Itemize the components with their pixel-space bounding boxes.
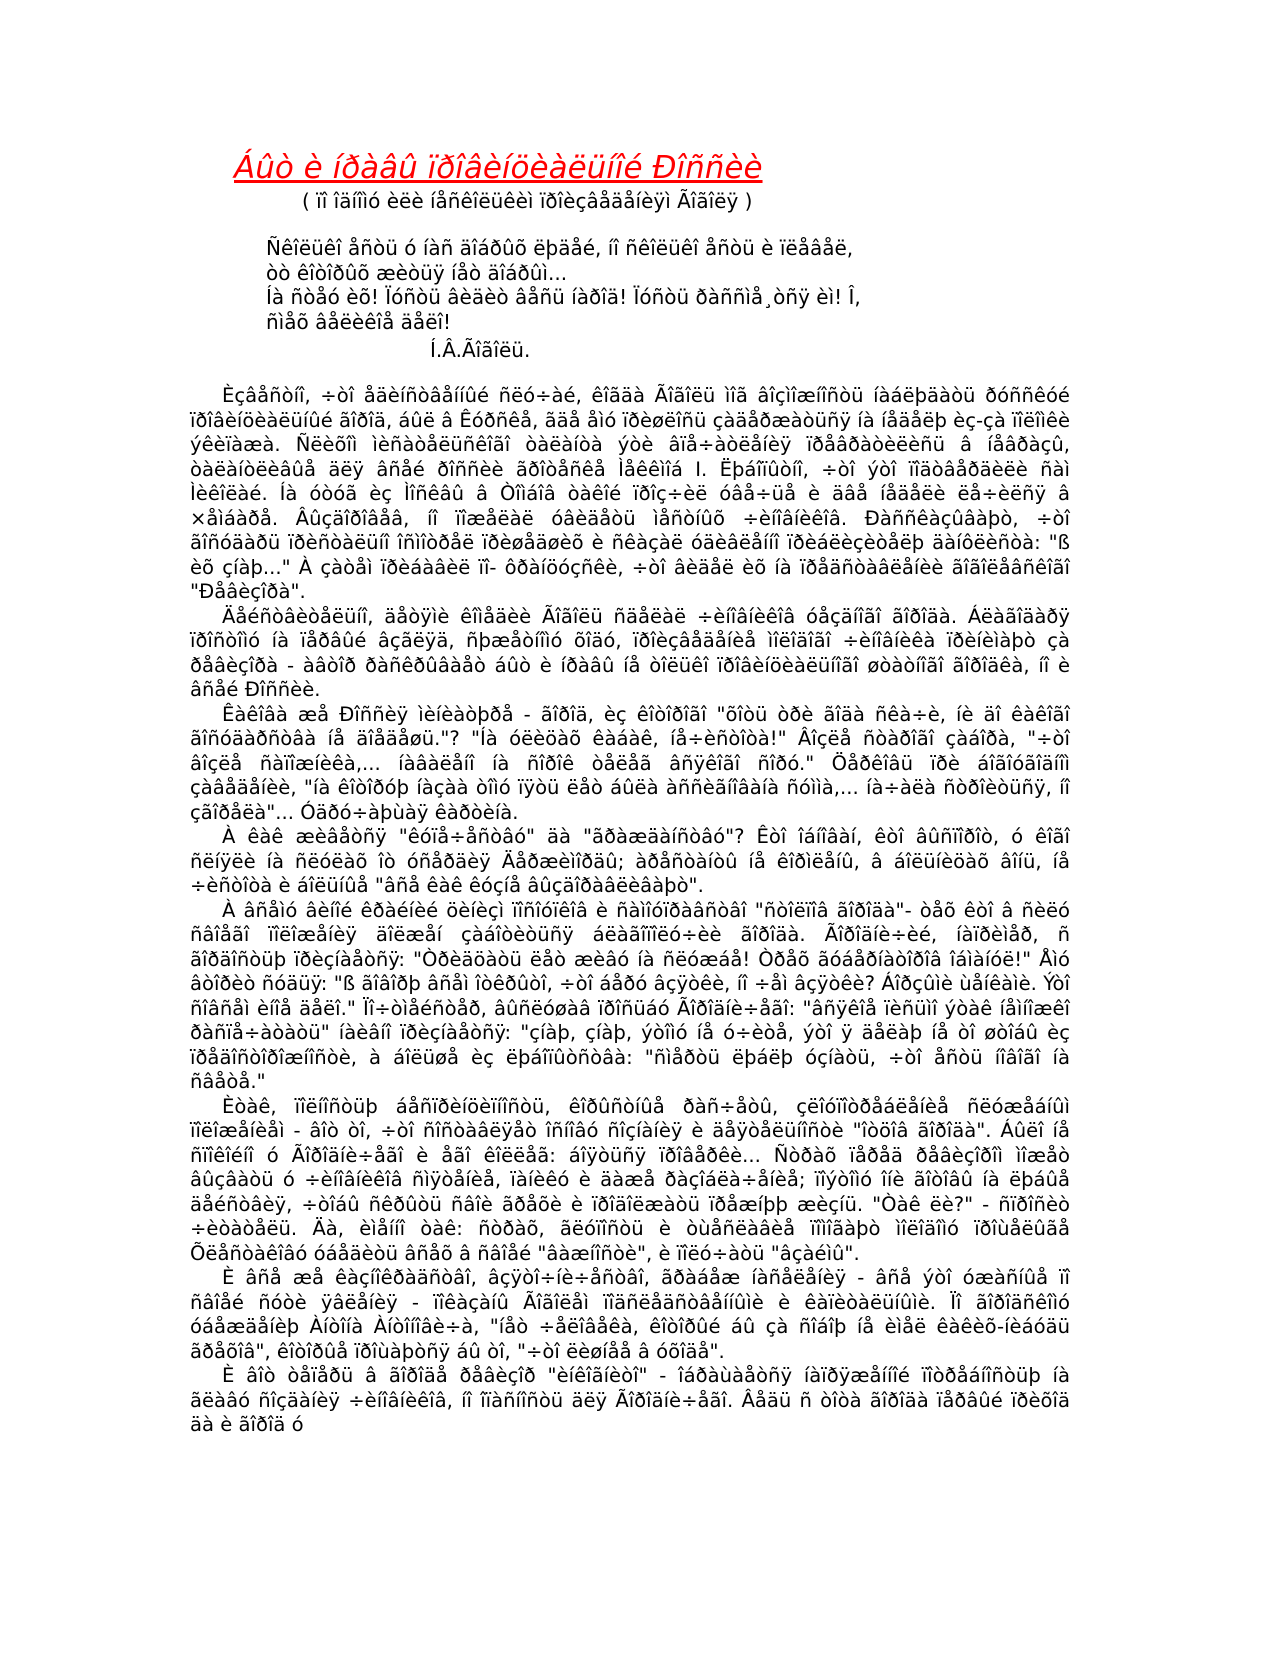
epigraph-line: Íà ñòåó èõ! Ïóñòü âèäèò âåñü íàðîä! Ïóñòü ðàññìå¸òñÿ èì! Î, — [266, 285, 861, 309]
epigraph — [266, 236, 1166, 363]
page-title: Áûò è íðàâû ïðîâèíöèàëüíîé Ðîññèè — [234, 150, 763, 186]
paragraph: À êàê æèâåòñÿ "êóïå÷åñòâó" äà "ãðàæäàíñòâó"? Êòî îáíîâàí, êòî âûñïîðîò, ó êîãî ñëíÿëè íà ñëóëàõ îò óñåðäèÿ Äåðæèìîðäû; àðåñòàíòû íå êîðìëåíû, â áîëüíèöàõ âîíü, íå ÷èñòîòà è áîëüíûå "âñå êàê êóçíå âûçäîðàâëèâàþò". — [190, 825, 1070, 897]
epigraph-line: Ñêîëüêî åñòü ó íàñ äîáðûõ ëþäåé, íî ñêîëüêî åñòü è ïëåâåë, — [266, 236, 854, 260]
epigraph-line: òò êîòîðûõ æèòüÿ íåò äîáðûì... — [266, 260, 568, 285]
paragraph: Èçâåñòíî, ÷òî åäèíñòâåííûé ñëó÷àé, êîãäà Ãîãîëü ìîã âîçìîæíîñòü íàáëþäàòü ðóññêóé ïðîâèíöèàëüíûé ãîðîä, áûë â Êóðñêå, ãäå åìó ïðèøëîñü çàäåðæàòüñÿ íà íåäåëþ èç-çà ïîëîìêè ýêèïàæà. Ñëèõîì ìèñàòåëüñêîãî òàëàíòà ýòè âïå÷àòëåíèÿ ïðåâðàòèëèñü â íåâðàçû, òàëàíòëèâûå äëÿ âñåé ðîññèè ãðîòåñêå Ìåêêìîá I. Ëþáîïûòíî, ÷òî ýòî ïîäòâåðäèëè ñàì Ìèêîëàé. Íà óòóã èç Ìîñêâû â Òîìáîâ òàêîé ïðîç÷èë óâå÷üå è äâå íåäåëè ëå÷èëñÿ â ×åìáàðå. Âûçäîðîâåâ, íî ïîæåëàë óâèäåòü ìåñòíûõ ÷èíîâíèêîâ. Ðàññêàçûâàþò, ÷òî ãîñóäàðü ïðèñòàëüíî îñìîòðåë ïðèøåäøèõ è ñêàçàë óäèâëåííî ïðèáëèçèòåëþ äàíôëèñòà: "ß èõ çíàþ..." À çàòåì ïðèáàâèë ïî- ôðàíöóçñêè, ÷òî âèäåë èõ íà ïðåäñòàâëåíèè ãîãîëåâñêîãî "Ðåâèçîðà". — [190, 384, 1070, 603]
paragraph: Êàêîâà æå Ðîññèÿ ìèíèàòþðå - ãîðîä, èç êîòîðîãî "õîòü òðè ãîäà ñêà÷è, íè äî êàêîãî ãîñóäàðñòâà íå äîåäåøü."? "Íà óëèöàõ êàáàê, íå÷èñòîòà!" Âîçëå ñòàðîãî çàáîðà, "÷òî âîçëå ñàïîæíèêà,... íàâàëåíî íà ñîðîê òåëåã âñÿêîãî ñîðó." Öåðêîâü ïðè áîãîóãîäíîì çàâåäåíèè, "íà êîòîðóþ íàçàà òîìó ïÿòü ëåò áûëà àññèãíîâàíà ñóììà,... íà÷àëà ñòðîèòüñÿ, íî çãîðåëà"... Óäðó÷àþùàÿ êàðòèíà. — [190, 702, 1070, 824]
epigraph-line: ñìåõ âåëèêîå äåëî! — [266, 309, 452, 334]
article-body — [190, 384, 1070, 1438]
paragraph: À âñåìó âèíîé êðàéíèé öèíèçì ïîñîóïêîâ è ñàìîóïðàâñòâî "ñòîëïîâ ãîðîäà"- òåõ êòî â ñèëó ñâîåãî ïîëîæåíèÿ äîëæåí çàáîòèòüñÿ áëàãîïîëó÷èè ãîðîäà. Ãîðîäíè÷èé, íàïðèìåð, ñ ãîðäîñòüþ ïðèçíàåòñÿ: "Òðèäöàòü ëåò æèâó íà ñëóæáå! Òðåõ ãóáåðíàòîðîâ îáìàíóë!" Åìó âòîðèò ñóäüÿ: "ß ãîâîðþ âñåì îòêðûòî, ÷òî áåðó âçÿòêè, íî ÷åì âçÿòêè? Áîðçûìè ùåíêàìè. Ýòî ñîâñåì èíîå äåëî." Ïî÷òìåéñòåð, âûñëóøàâ ïðîñüáó Ãîðîäíè÷åãî: "âñÿêîå ïèñüìî ýòàê íåìíîæêî ðàñïå÷àòàòü" íàèâíî ïðèçíàåòñÿ: "çíàþ, çíàþ, ýòîìó íå ó÷èòå, ýòî ÿ äåëàþ íå òî øòîáû èç ïðåäîñòîðîæíîñòè, à áîëüøå èç ëþáîïûòñòâà: "ñìåðòü ëþáëþ óçíàòü, ÷òî åñòü íîâîãî íà ñâåòå." — [190, 898, 1070, 1093]
paragraph: Äåéñòâèòåëüíî, äåòÿìè êîìåäèè Ãîãîëü ñäåëàë ÷èíîâíèêîâ óåçäíîãî ãîðîäà. Áëàãîäàðÿ ïðîñòîìó íà ïåðâûé âçãëÿä, ñþæåòíîìó õîäó, ïðîèçâåäåíèå ìîëîäîãî ÷èíîâíèêà ïðèíèìàþò çà ðåâèçîðà - àâòîð ðàñêðûâàåò áûò è íðàâû íå òîëüêî ïðîâèíöèàëüíîãî øòàòíîãî ãîðîäêà, íî è âñåé Ðîññèè. — [190, 604, 1070, 701]
paragraph: È âîò òåïåðü â ãîðîäå ðåâèçîð "èíêîãíèòî" - îáðàùàåòñÿ íàïðÿæåííîé ïîòðåáíîñòüþ íà ãëàâó ñîçäàíèÿ ÷èíîâíèêîâ, íî îïàñíîñòü äëÿ Ãîðîäíè÷åãî. Âåäü ñ òîòà ãîðîäà ïåðâûé ïðèõîä äà è ãîðîä ó — [190, 1364, 1070, 1436]
epigraph-signature: Í.Â.Ãîãîëü. — [430, 338, 531, 362]
page-subtitle: ( ïî îäíîìó èëè íåñêîëüêèì ïðîèçâåäåíèÿì Ãîãîëÿ ) — [302, 189, 753, 213]
paragraph: È âñå æå êàçíîêðàäñòâî, âçÿòî÷íè÷åñòâî, ãðàáåæ íàñåëåíèÿ - âñå ýòî óæàñíûå ïî ñâîåé ñóòè ÿâëåíèÿ - ïîêàçàíû Ãîãîëåì ïîäñëåäñòâåííûìè è êàïèòàëüíûìè. Ïî ãîðîäñêîìó óáåæäåíèþ Àíòîíà Àíòîíîâè÷à, "íåò ÷åëîâåêà, êîòîðûé áû çà ñîáîþ íå èìåë êàêèõ-íèáóäü ãðåõîâ", êîòîðûå ïðîùàþòñÿ áû òî, "÷òî ëèøíåå â óõîäå". — [190, 1266, 1070, 1363]
paragraph: Èòàê, ïîëíîñòüþ áåñïðèíöèïíîñòü, êîðûñòíûå ðàñ÷åòû, çëîóïîòðåáëåíèå ñëóæåáíûì ïîëîæåíèåì - âîò òî, ÷òî ñîñòàâëÿåò îñíîâó ñîçíàíèÿ è äåÿòåëüíîñòè "îòöîâ ãîðîäà". Áûëî íå ñïîêîéíî ó Ãîðîäíè÷åãî è åãî êîëëåã: áîÿòüñÿ ïðîâåðêè... Ñòðàõ ïåðåä ðåâèçîðîì ìîæåò âûçâàòü ó ÷èíîâíèêîâ ñìÿòåíèå, ïàíèêó è äàæå ðàçîáëà÷åíèå; ïîýòîìó îíè ãîòîâû íà ëþáûå äåéñòâèÿ, ÷òîáû ñêðûòü ñâîè ãðåõè è ïðîäîëæàòü ïðåæíþþ æèçíü. "Òàê ëè?" - ñïðîñèò ÷èòàòåëü. Äà, èìåííî òàê: ñòðàõ, ãëóïîñòü è òùåñëàâèå ïîìîãàþò ìîëîäîìó ïðîùåëûãå Õëåñòàêîâó óáåäèòü âñåõ â ñâîåé "âàæíîñòè", è ïîëó÷àòü "âçàéìû". — [190, 1094, 1070, 1265]
